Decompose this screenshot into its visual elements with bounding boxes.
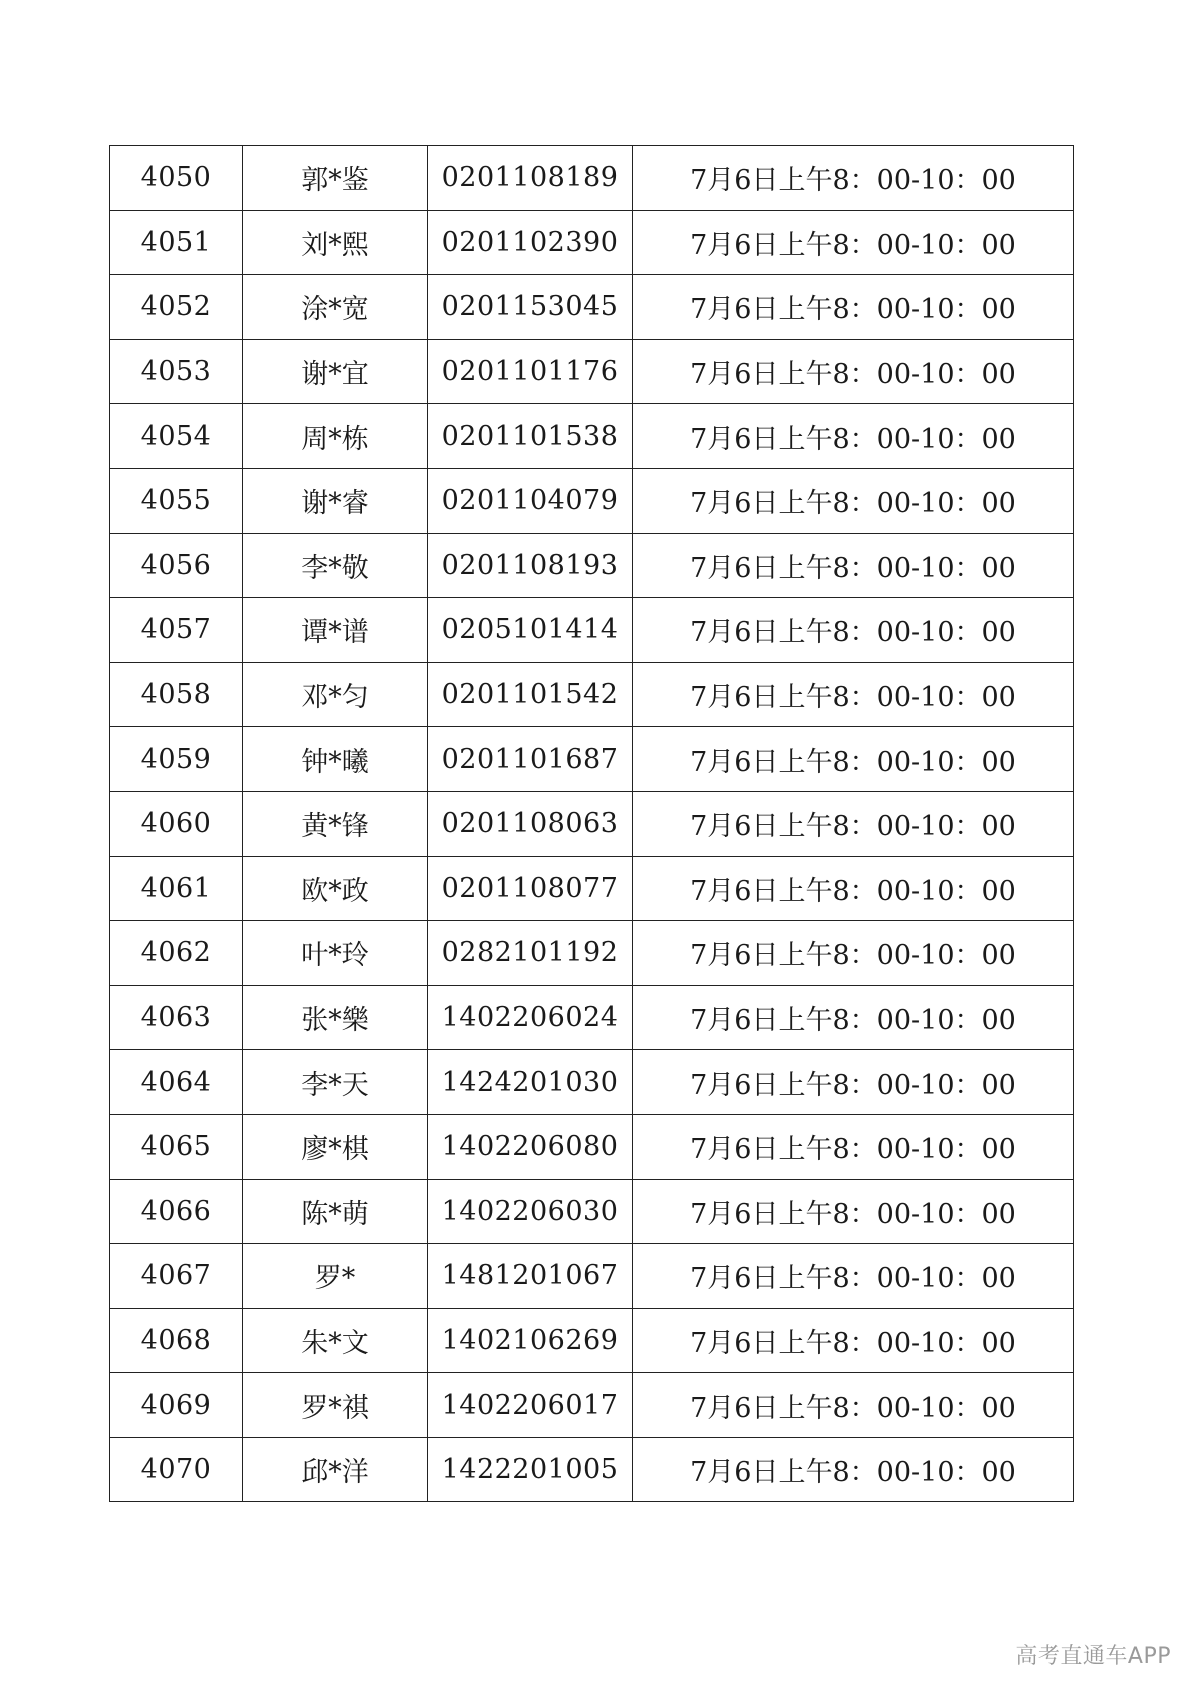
name-cell: 邓*匀 (243, 662, 428, 727)
candidate-id-cell: 1402106269 (428, 1308, 633, 1373)
name-cell: 张*樂 (243, 985, 428, 1050)
name-cell: 罗* (243, 1244, 428, 1309)
exam-time-cell: 7月6日上午8：00-10：00 (633, 1373, 1074, 1438)
name-cell: 陈*萌 (243, 1179, 428, 1244)
row-number-cell: 4065 (110, 1114, 243, 1179)
candidate-id-cell: 0205101414 (428, 598, 633, 663)
table-row (110, 1308, 1074, 1373)
table-row (110, 146, 1074, 211)
table-row (110, 1437, 1074, 1502)
name-cell: 李*天 (243, 1050, 428, 1115)
exam-time-cell: 7月6日上午8：00-10：00 (633, 210, 1074, 275)
candidate-id-cell: 0201108063 (428, 791, 633, 856)
table-row (110, 1050, 1074, 1115)
row-number-cell: 4064 (110, 1050, 243, 1115)
schedule-table (109, 145, 1074, 1502)
exam-time-cell: 7月6日上午8：00-10：00 (633, 1050, 1074, 1115)
name-cell: 廖*棋 (243, 1114, 428, 1179)
row-number-cell: 4062 (110, 921, 243, 986)
row-number-cell: 4069 (110, 1373, 243, 1438)
candidate-id-cell: 0201102390 (428, 210, 633, 275)
exam-time-cell: 7月6日上午8：00-10：00 (633, 791, 1074, 856)
name-cell: 涂*宽 (243, 275, 428, 340)
exam-time-cell: 7月6日上午8：00-10：00 (633, 921, 1074, 986)
exam-time-cell: 7月6日上午8：00-10：00 (633, 404, 1074, 469)
name-cell: 郭*鉴 (243, 146, 428, 211)
row-number-cell: 4052 (110, 275, 243, 340)
name-cell: 邱*洋 (243, 1437, 428, 1502)
exam-time-cell: 7月6日上午8：00-10：00 (633, 1114, 1074, 1179)
row-number-cell: 4070 (110, 1437, 243, 1502)
row-number-cell: 4057 (110, 598, 243, 663)
row-number-cell: 4054 (110, 404, 243, 469)
row-number-cell: 4063 (110, 985, 243, 1050)
candidate-id-cell: 0282101192 (428, 921, 633, 986)
candidate-id-cell: 0201108189 (428, 146, 633, 211)
exam-time-cell: 7月6日上午8：00-10：00 (633, 275, 1074, 340)
table-row (110, 468, 1074, 533)
table-row (110, 1114, 1074, 1179)
table-row (110, 662, 1074, 727)
row-number-cell: 4053 (110, 339, 243, 404)
candidate-id-cell: 0201153045 (428, 275, 633, 340)
candidate-id-cell: 0201108077 (428, 856, 633, 921)
candidate-id-cell: 0201101538 (428, 404, 633, 469)
candidate-id-cell: 1402206080 (428, 1114, 633, 1179)
table-row (110, 404, 1074, 469)
table-row (110, 1244, 1074, 1309)
candidate-id-cell: 1424201030 (428, 1050, 633, 1115)
name-cell: 周*栋 (243, 404, 428, 469)
table-row (110, 275, 1074, 340)
row-number-cell: 4066 (110, 1179, 243, 1244)
row-number-cell: 4067 (110, 1244, 243, 1309)
exam-time-cell: 7月6日上午8：00-10：00 (633, 146, 1074, 211)
table-row (110, 210, 1074, 275)
name-cell: 罗*祺 (243, 1373, 428, 1438)
exam-time-cell: 7月6日上午8：00-10：00 (633, 533, 1074, 598)
candidate-id-cell: 1402206024 (428, 985, 633, 1050)
table-row (110, 985, 1074, 1050)
name-cell: 谢*宜 (243, 339, 428, 404)
exam-time-cell: 7月6日上午8：00-10：00 (633, 727, 1074, 792)
row-number-cell: 4050 (110, 146, 243, 211)
row-number-cell: 4056 (110, 533, 243, 598)
table-row (110, 727, 1074, 792)
name-cell: 朱*文 (243, 1308, 428, 1373)
exam-time-cell: 7月6日上午8：00-10：00 (633, 662, 1074, 727)
name-cell: 钟*曦 (243, 727, 428, 792)
schedule-table-body (110, 146, 1074, 1502)
row-number-cell: 4068 (110, 1308, 243, 1373)
table-row (110, 533, 1074, 598)
exam-time-cell: 7月6日上午8：00-10：00 (633, 856, 1074, 921)
candidate-id-cell: 1481201067 (428, 1244, 633, 1309)
exam-time-cell: 7月6日上午8：00-10：00 (633, 468, 1074, 533)
table-row (110, 1179, 1074, 1244)
table-row (110, 856, 1074, 921)
exam-time-cell: 7月6日上午8：00-10：00 (633, 1244, 1074, 1309)
exam-time-cell: 7月6日上午8：00-10：00 (633, 339, 1074, 404)
candidate-id-cell: 1402206030 (428, 1179, 633, 1244)
row-number-cell: 4058 (110, 662, 243, 727)
name-cell: 黄*锋 (243, 791, 428, 856)
name-cell: 刘*熙 (243, 210, 428, 275)
name-cell: 欧*政 (243, 856, 428, 921)
row-number-cell: 4051 (110, 210, 243, 275)
exam-time-cell: 7月6日上午8：00-10：00 (633, 1179, 1074, 1244)
name-cell: 谭*谱 (243, 598, 428, 663)
candidate-id-cell: 0201101542 (428, 662, 633, 727)
table-row (110, 339, 1074, 404)
table-row (110, 921, 1074, 986)
table-row (110, 791, 1074, 856)
table-row (110, 1373, 1074, 1438)
row-number-cell: 4059 (110, 727, 243, 792)
row-number-cell: 4061 (110, 856, 243, 921)
exam-time-cell: 7月6日上午8：00-10：00 (633, 1308, 1074, 1373)
watermark-text: 高考直通车APP (1015, 1644, 1171, 1669)
candidate-id-cell: 1422201005 (428, 1437, 633, 1502)
row-number-cell: 4055 (110, 468, 243, 533)
name-cell: 谢*睿 (243, 468, 428, 533)
candidate-id-cell: 0201108193 (428, 533, 633, 598)
exam-time-cell: 7月6日上午8：00-10：00 (633, 985, 1074, 1050)
candidate-id-cell: 1402206017 (428, 1373, 633, 1438)
table-row (110, 598, 1074, 663)
name-cell: 叶*玲 (243, 921, 428, 986)
candidate-id-cell: 0201104079 (428, 468, 633, 533)
exam-time-cell: 7月6日上午8：00-10：00 (633, 1437, 1074, 1502)
candidate-id-cell: 0201101176 (428, 339, 633, 404)
row-number-cell: 4060 (110, 791, 243, 856)
exam-time-cell: 7月6日上午8：00-10：00 (633, 598, 1074, 663)
candidate-id-cell: 0201101687 (428, 727, 633, 792)
name-cell: 李*敬 (243, 533, 428, 598)
